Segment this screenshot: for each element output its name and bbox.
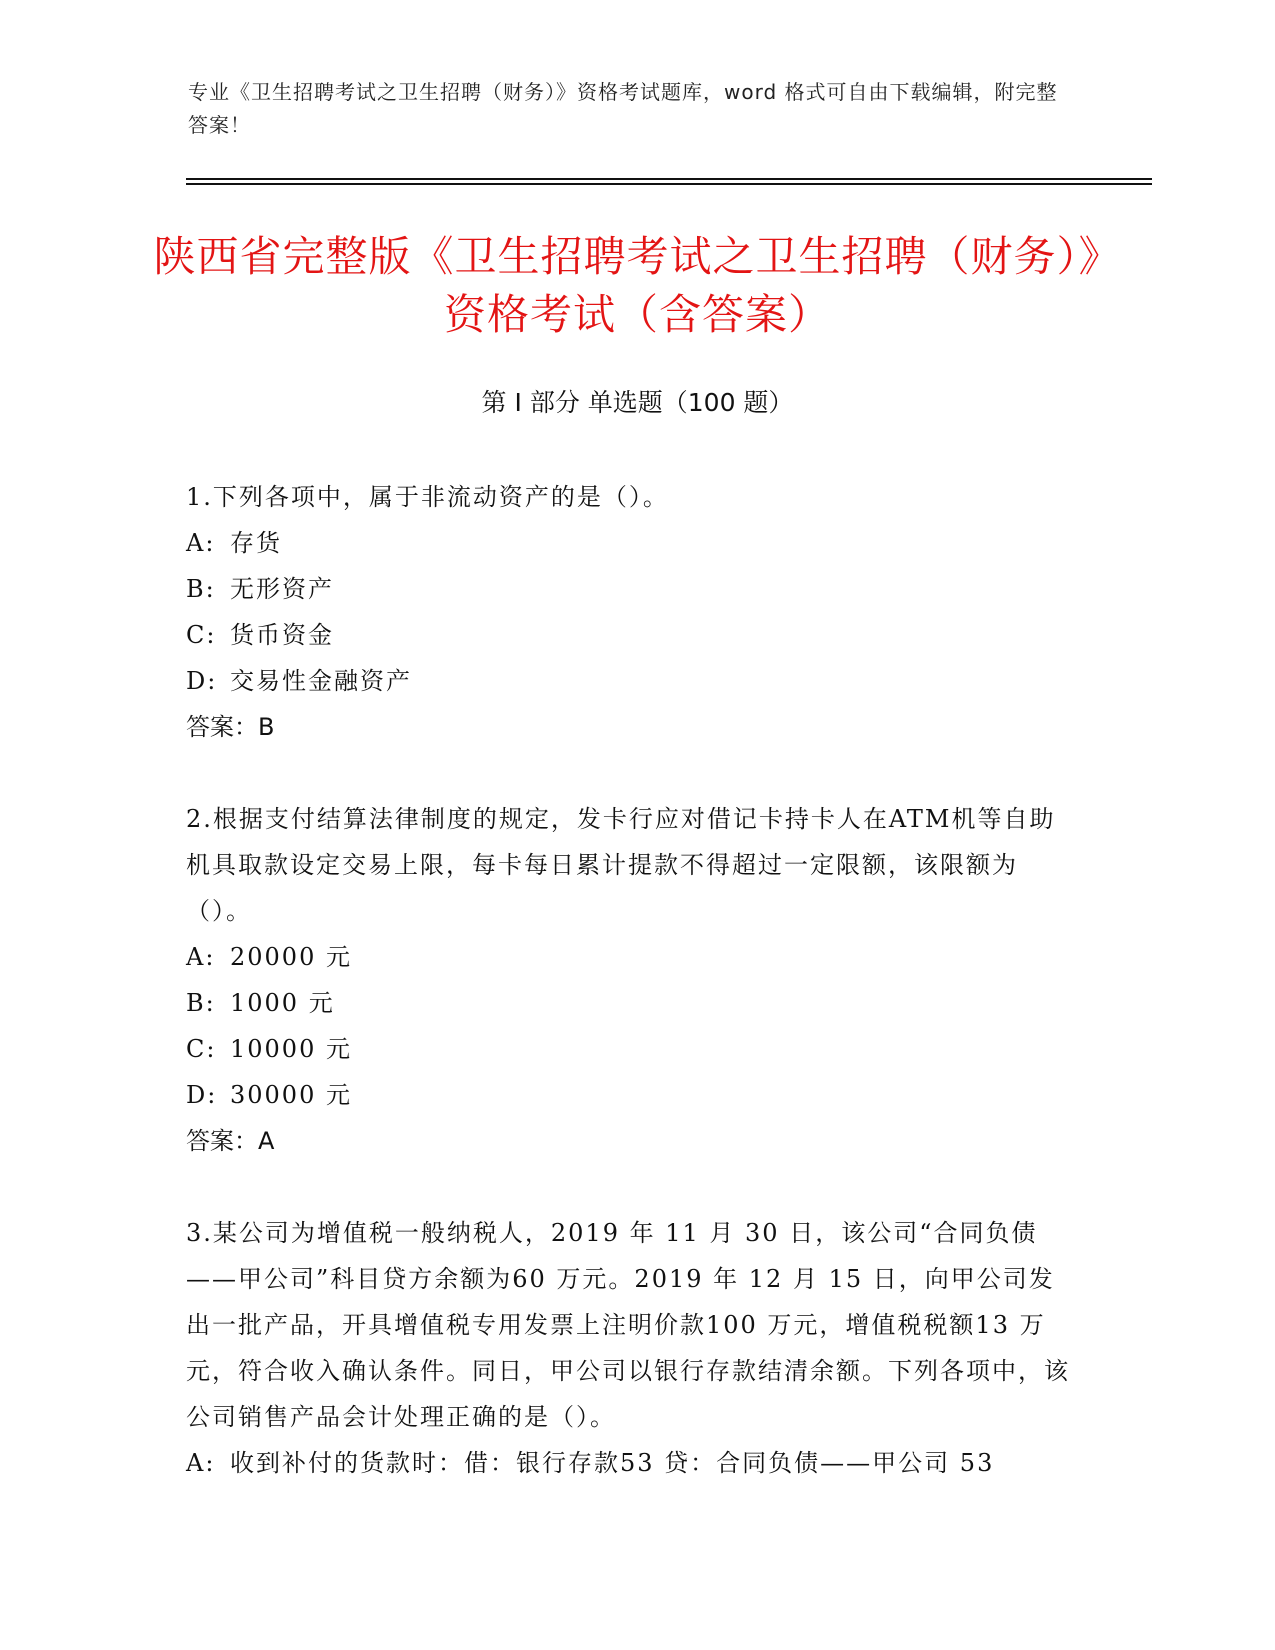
option-text: 收到补付的货款时：借：银行存款53 贷：合同负债——甲公司 53 — [230, 1449, 995, 1477]
option-key: A: — [186, 1449, 216, 1477]
option-text: 货币资金 — [230, 621, 334, 649]
option-d — [186, 1072, 1076, 1118]
option-key: C: — [186, 1035, 217, 1063]
question-list — [186, 474, 1076, 1532]
option-text: 交易性金融资产 — [230, 667, 412, 695]
option-key: D: — [186, 1081, 218, 1109]
option-a — [186, 934, 1076, 980]
question-stem: 3.某公司为增值税一般纳税人，2019 年 11 月 30 日，该公司“合同负债——甲公司”科目贷方余额为60 万元。2019 年 12 月 15 日，向甲公司发出一批产品，开具增值税专用发票上注明价款100 万元，增值税税额13 万元，符合收入确认条件。同日，甲公司以银行存款结清余额。下列各项中，该公司销售产品会计处理正确的是（）。 — [186, 1219, 1070, 1431]
option-key: D: — [186, 667, 218, 695]
option-a — [186, 1440, 1076, 1486]
answer-line: 答案：B — [186, 713, 275, 741]
question-3 — [186, 1210, 1076, 1486]
section-heading: 第 I 部分 单选题（100 题） — [481, 388, 794, 417]
option-text: 存货 — [230, 529, 282, 557]
option-key: B: — [186, 575, 216, 603]
option-text: 30000 元 — [230, 1081, 352, 1109]
header-note: 专业《卫生招聘考试之卫生招聘（财务）》资格考试题库，word 格式可自由下载编辑，附完整答案！ — [188, 80, 1058, 137]
option-text: 无形资产 — [230, 575, 334, 603]
option-text: 20000 元 — [230, 943, 352, 971]
option-a — [186, 520, 1076, 566]
option-d — [186, 658, 1076, 704]
question-stem: 1.下列各项中，属于非流动资产的是（）。 — [186, 483, 669, 511]
answer-line: 答案：A — [186, 1127, 275, 1155]
option-b — [186, 566, 1076, 612]
option-c — [186, 612, 1076, 658]
header-divider-bottom — [186, 183, 1152, 185]
question-stem: 2.根据支付结算法律制度的规定，发卡行应对借记卡持卡人在ATM机等自助机具取款设定交易上限，每卡每日累计提款不得超过一定限额，该限额为（）。 — [186, 805, 1056, 925]
question-1 — [186, 474, 1076, 750]
option-b — [186, 980, 1076, 1026]
document-title: 陕西省完整版《卫生招聘考试之卫生招聘（财务）》资格考试（含答案） — [153, 232, 1122, 339]
option-key: A: — [186, 529, 216, 557]
option-key: A: — [186, 943, 216, 971]
question-2 — [186, 796, 1076, 1164]
option-text: 1000 元 — [230, 989, 335, 1017]
header-divider-top — [186, 178, 1152, 180]
option-c — [186, 1026, 1076, 1072]
option-key: B: — [186, 989, 216, 1017]
option-text: 10000 元 — [230, 1035, 352, 1063]
option-key: C: — [186, 621, 217, 649]
